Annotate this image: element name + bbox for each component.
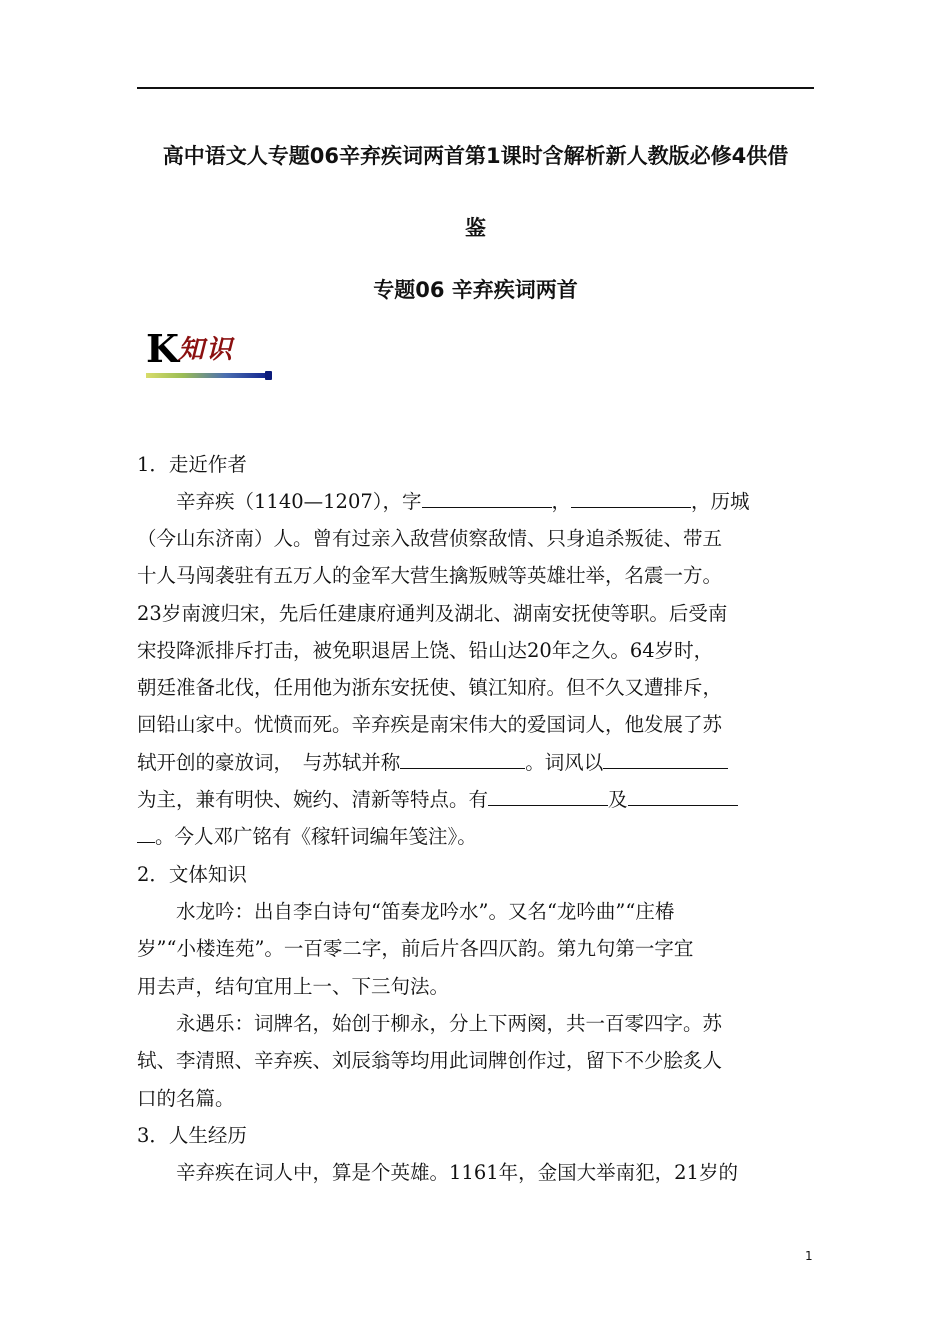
paragraph-line: 轼、李清照、辛弃疾、刘辰翁等均用此词牌创作过，留下不少脍炙人 <box>137 1049 723 1072</box>
document-title-continued: 鉴 <box>465 216 486 240</box>
text-run: ， <box>551 490 572 513</box>
section-heading: 1．走近作者 <box>137 453 247 476</box>
text-run: 辛弃疾（1140—1207），字 <box>137 490 422 513</box>
fill-blank <box>628 787 738 806</box>
paragraph-line <box>137 750 728 775</box>
paragraph-line: （今山东济南）人。曾有过亲入敌营侦察敌情、只身追杀叛徒、带五 <box>137 527 723 550</box>
knowledge-badge <box>146 328 274 384</box>
paragraph-line: 水龙吟：出自李白诗句“笛奏龙吟水”。又名“龙吟曲”“庄椿 <box>137 900 675 923</box>
document-title: 高中语文人专题06辛弃疾词两首第1课时含解析新人教版必修4供借 <box>162 144 789 168</box>
paragraph-line: 用去声，结句宜用上一、下三句法。 <box>137 975 450 998</box>
paragraph-line: 宋投降派排斥打击，被免职退居上饶、铅山达20年之久。64岁时， <box>137 639 714 662</box>
section-title: 专题06 辛弃疾词两首 <box>373 278 578 302</box>
text-run: 为主，兼有明快、婉约、清新等特点。有 <box>137 788 489 811</box>
paragraph-line <box>137 489 750 514</box>
fill-blank <box>488 787 608 806</box>
paragraph-line <box>137 787 738 812</box>
badge-letter: K <box>146 326 180 371</box>
text-run: 。词风以 <box>525 751 604 774</box>
text-run: 轼开创的豪放词， 与苏轼并称 <box>137 751 401 774</box>
fill-blank <box>137 824 155 843</box>
paragraph-line: 朝廷准备北伐，任用他为浙东安抚使、镇江知府。但不久又遭排斥， <box>137 676 723 699</box>
fill-blank <box>400 750 525 769</box>
text-run: 。今人邓广铭有《稼轩词编年笺注》。 <box>155 825 477 848</box>
badge-bar-tip <box>265 371 272 380</box>
fill-blank <box>422 489 552 508</box>
section-heading: 2．文体知识 <box>137 863 247 886</box>
text-run: 及 <box>608 788 628 811</box>
fill-blank <box>571 489 691 508</box>
paragraph-line: 口的名篇。 <box>137 1087 235 1110</box>
paragraph-line: 回铅山家中。忧愤而死。辛弃疾是南宋伟大的爱国词人，他发展了苏 <box>137 713 723 736</box>
paragraph-line <box>137 824 477 849</box>
paragraph-line: 十人马闯袭驻有五万人的金军大营生擒叛贼等英雄壮举，名震一方。 <box>137 564 723 587</box>
header-rule <box>137 87 814 89</box>
paragraph-line: 永遇乐：词牌名，始创于柳永，分上下两阕，共一百零四字。苏 <box>137 1012 723 1035</box>
page-number: 1 <box>805 1249 813 1263</box>
badge-bar <box>146 373 268 378</box>
paragraph-line: 23岁南渡归宋，先后任建康府通判及湖北、湖南安抚使等职。后受南 <box>137 602 728 625</box>
paragraph-line: 辛弃疾在词人中，算是个英雄。1161年，金国大举南犯，21岁的 <box>137 1161 738 1184</box>
section-heading: 3．人生经历 <box>137 1124 247 1147</box>
fill-blank <box>603 750 728 769</box>
paragraph-line: 岁”“小楼连苑”。一百零二字，前后片各四仄韵。第九句第一字宜 <box>137 937 694 960</box>
text-run: ，历城 <box>691 490 750 513</box>
badge-text: 知识 <box>178 335 235 365</box>
